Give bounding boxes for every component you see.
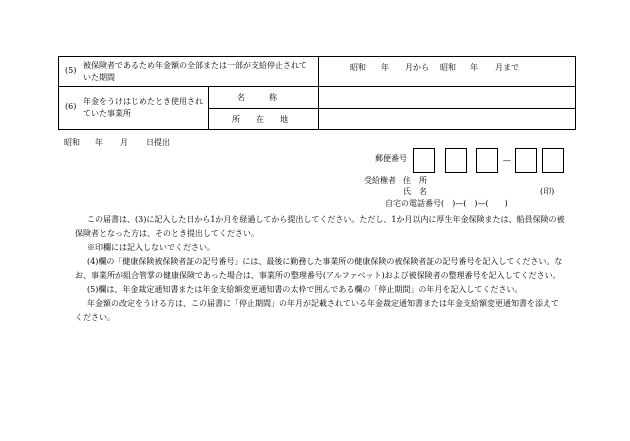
row-number: (6): [65, 102, 77, 111]
phone-number-label: 自宅の電話番号( )—( )—( ): [385, 199, 508, 208]
note-line: (4)欄の「健康保険被保険者証の記号番号」には、最後に勤務した事業所の健康保険の被保険者証の記号番号を記入してください。な: [87, 257, 563, 266]
recipient-label: 受給権者: [364, 176, 396, 185]
row-label-line1: 年金をうけはじめたとき使用され: [83, 97, 203, 106]
postal-code-box[interactable]: [515, 148, 537, 173]
recipient-address-label: 住 所: [403, 176, 427, 185]
postal-code-box[interactable]: [542, 148, 564, 173]
submission-era: 昭和: [64, 138, 80, 147]
form-table: [58, 56, 576, 130]
note-line: お、事業所が組合管掌の健康保険であった場合は、事業所の整理番号(アルファベット)および被保険者の整理番号を記入してください。: [75, 271, 561, 280]
employer-address-label: 所 在 地: [232, 115, 288, 124]
sub-row-divider: [208, 108, 575, 109]
note-line: (5)欄は、年金裁定通知書または年金支給額変更通知書の太枠で囲んである欄の「停止期間」の年月を記入してください。: [87, 285, 523, 294]
note-line: 保険者となった方は、そのとき提出してください。: [75, 229, 259, 238]
employer-name-label: 名 称: [237, 93, 277, 102]
postal-code-box[interactable]: [413, 148, 435, 173]
seal-mark: (印): [540, 187, 555, 196]
row-label-line1: 被保険者であるため年金額の全部または一部が支給停止されて: [83, 61, 307, 70]
period-year-from: 年: [381, 63, 389, 72]
postal-code-box[interactable]: [476, 148, 498, 173]
column-divider: [318, 57, 319, 86]
postal-code-dash: —: [503, 156, 511, 165]
notes-section: [75, 213, 575, 325]
period-era-from: 昭和: [350, 63, 366, 72]
period-year-to: 年: [470, 63, 478, 72]
postal-code-box[interactable]: [445, 148, 467, 173]
submission-month: 月: [120, 138, 128, 147]
postal-code-label: 郵便番号: [375, 154, 407, 163]
period-month-from: 月から: [405, 63, 429, 72]
note-line: 年金額の改定をうける方は、この届書に「停止期間」の年月が記載されている年金裁定通知書または年金支給額変更通知書を添えて: [87, 299, 559, 308]
row-label-line2: ていた事業所: [83, 109, 131, 118]
row-number: (5): [65, 66, 77, 75]
note-line: ください。: [75, 313, 115, 322]
row-suspension-period: [59, 57, 575, 87]
submission-year: 年: [95, 138, 103, 147]
period-era-to: 昭和: [440, 63, 456, 72]
note-line: この届書は、(3)に記入した日から1か月を経過してから提出してください。ただし、1か月以内に厚生年金保険または、船員保険の被: [87, 215, 565, 224]
submission-day: 日提出: [146, 138, 170, 147]
note-line: ※印欄には記入しないでください。: [87, 243, 215, 252]
recipient-name-label: 氏 名: [403, 187, 427, 196]
row-employer: [59, 87, 575, 130]
row-label-line2: いた期間: [83, 73, 115, 82]
period-month-to: 月まで: [495, 63, 519, 72]
